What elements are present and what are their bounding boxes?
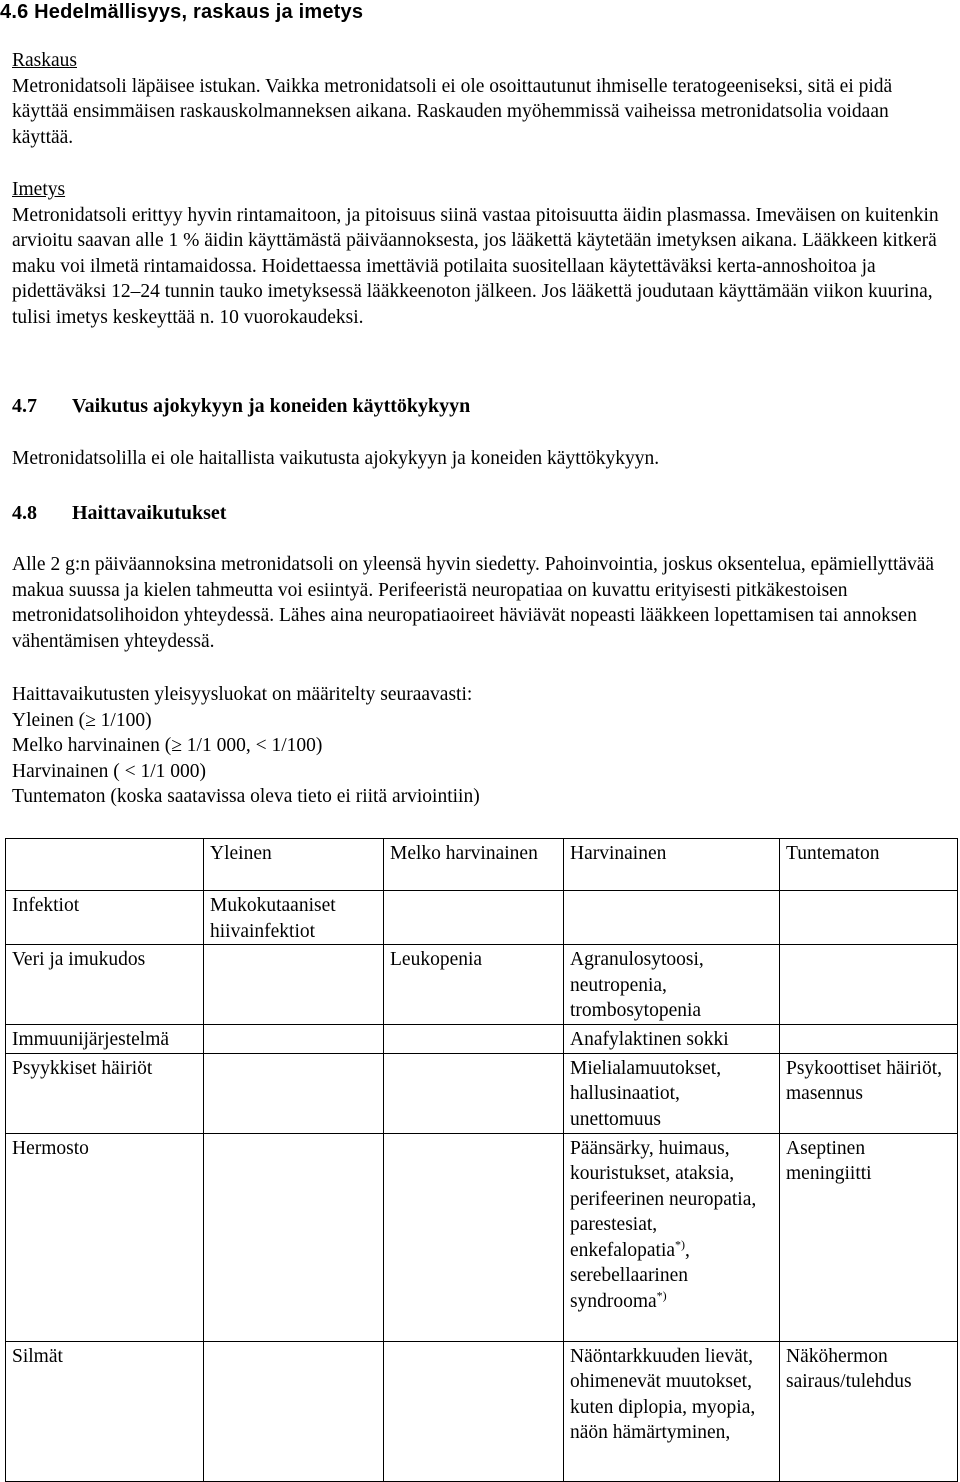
organ-cell: Immuunijärjestelmä <box>6 1025 204 1054</box>
table-row <box>6 891 958 945</box>
pregnancy-text: Metronidatsoli läpäisee istukan. Vaikka metronidatsoli ei ole osoittautunut ihmiselle teratogeeniseksi, sitä ei pidä käyttää ensimmäisen raskauskolmanneksen aikana. Raskauden myöhemmissä vaiheissa metronidatsolia voidaan käyttää. <box>12 75 893 148</box>
pregnancy-block <box>12 48 942 150</box>
section-heading-4-8 <box>12 501 226 527</box>
table-header-cell: Melko harvinainen <box>384 839 564 891</box>
organ-cell: Hermosto <box>6 1133 204 1341</box>
uncommon-cell <box>384 1341 564 1481</box>
organ-cell: Infektiot <box>6 891 204 945</box>
unknown-cell: Aseptinen meningiitti <box>780 1133 958 1341</box>
uncommon-cell <box>384 891 564 945</box>
rare-cell <box>564 891 780 945</box>
common-cell <box>204 1133 384 1341</box>
common-cell <box>204 1053 384 1133</box>
rare-cell: Näöntarkkuuden lievät, ohimenevät muutokset, kuten diplopia, myopia, näön hämärtyminen, <box>564 1341 780 1481</box>
table-row <box>6 945 958 1025</box>
unknown-cell: Näköhermon sairaus/tulehdus <box>780 1341 958 1481</box>
table-header-cell: Yleinen <box>204 839 384 891</box>
table-header-cell: Tuntematon <box>780 839 958 891</box>
breastfeeding-title: Imetys <box>12 179 66 200</box>
table-row <box>6 1053 958 1133</box>
frequency-uncommon: Melko harvinainen (≥ 1/1 000, < 1/100) <box>12 735 323 756</box>
pregnancy-title: Raskaus <box>12 50 77 71</box>
breastfeeding-block <box>12 177 942 330</box>
common-cell <box>204 945 384 1025</box>
driving-paragraph <box>12 446 942 472</box>
table-header-row <box>6 839 958 891</box>
driving-text: Metronidatsolilla ei ole haitallista vaikutusta ajokykyyn ja koneiden käyttökykyyn. <box>12 448 660 469</box>
uncommon-cell <box>384 1025 564 1054</box>
breastfeeding-text: Metronidatsoli erittyy hyvin rintamaitoon, ja pitoisuus siinä vastaa pitoisuutta äidin plasmassa. Imeväisen on kuitenkin arvioitu saavan alle 1 % äidin käyttämästä päiväannoksesta, jos lääkettä käytetään imetyksen aikana. Lääkkeen kitkerä maku voi ilmetä rintamaidossa. Hoidettaessa imettäviä potilaita suositellaan käytettäväksi kerta-annoshoitoa ja pidettäväksi 12–24 tunnin tauko imetyksessä lääkkeenoton jälkeen. Jos lääkettä joudutaan käyttämään viikon kuurina, tulisi imetys keskeyttää n. 10 vuorokaudeksi. <box>12 204 939 328</box>
table-row <box>6 1341 958 1481</box>
section-number: 4.7 <box>12 395 37 417</box>
frequency-common: Yleinen (≥ 1/100) <box>12 709 152 731</box>
unknown-cell <box>780 945 958 1025</box>
rare-cell: Agranulosytoosi, neutropenia, trombosytopenia <box>564 945 780 1025</box>
table-row <box>6 1133 958 1341</box>
unknown-cell: Psykoottiset häiriöt, masennus <box>780 1053 958 1133</box>
footnote-marker: *) <box>656 1288 667 1302</box>
unknown-cell <box>780 891 958 945</box>
rare-cell <box>564 1133 780 1341</box>
unknown-cell <box>780 1025 958 1054</box>
organ-cell: Psyykkiset häiriöt <box>6 1053 204 1133</box>
adverse-effects-paragraph <box>12 552 942 654</box>
adverse-effects-text: Alle 2 g:n päiväannoksina metronidatsoli on yleensä hyvin siedetty. Pahoinvointia, joskus oksentelua, epämiellyttävää makua suussa ja kielen tahmeutta voi esiintyä. Perifeeristä neuropatiaa on kuvattu erityisesti pitkäkestoisen metronidatsolihoidon yhteydessä. Lähes aina neuropatiaoireet häviävät nopeasti lääkkeen lopettamisen tai annoksen vähentämisen yhteydessä. <box>12 554 935 652</box>
frequency-rare: Harvinainen ( < 1/1 000) <box>12 760 207 782</box>
uncommon-cell <box>384 1133 564 1341</box>
frequency-intro: Haittavaikutusten yleisyysluokat on määritelty seuraavasti: <box>12 684 473 705</box>
common-cell: Mukokutaaniset hiivainfektiot <box>204 891 384 945</box>
footnote-marker: *) <box>675 1237 686 1251</box>
adverse-effects-table <box>5 838 958 1482</box>
rare-cell: Anafylaktinen sokki <box>564 1025 780 1054</box>
table-header-cell: Harvinainen <box>564 839 780 891</box>
table-header-cell <box>6 839 204 891</box>
section-heading-4-6: 4.6 Hedelmällisyys, raskaus ja imetys <box>0 1 364 23</box>
common-cell <box>204 1341 384 1481</box>
organ-cell: Veri ja imukudos <box>6 945 204 1025</box>
uncommon-cell: Leukopenia <box>384 945 564 1025</box>
section-heading-4-7 <box>12 394 470 420</box>
rare-text: , serebellaarinen syndrooma <box>570 1239 690 1312</box>
uncommon-cell <box>384 1053 564 1133</box>
section-title: Haittavaikutukset <box>72 502 227 524</box>
frequency-definitions <box>12 682 942 810</box>
rare-text: Päänsärky, huimaus, kouristukset, ataksia, perifeerinen neuropatia, parestesiat, enkefalopatia <box>570 1137 757 1261</box>
section-number: 4.8 <box>12 502 37 524</box>
table-row <box>6 1025 958 1054</box>
frequency-unknown: Tuntematon (koska saatavissa oleva tieto ei riitä arviointiin) <box>12 786 480 807</box>
section-title: Vaikutus ajokykyyn ja koneiden käyttökykyyn <box>72 395 471 417</box>
rare-cell: Mielialamuutokset, hallusinaatiot, unettomuus <box>564 1053 780 1133</box>
organ-cell: Silmät <box>6 1341 204 1481</box>
common-cell <box>204 1025 384 1054</box>
